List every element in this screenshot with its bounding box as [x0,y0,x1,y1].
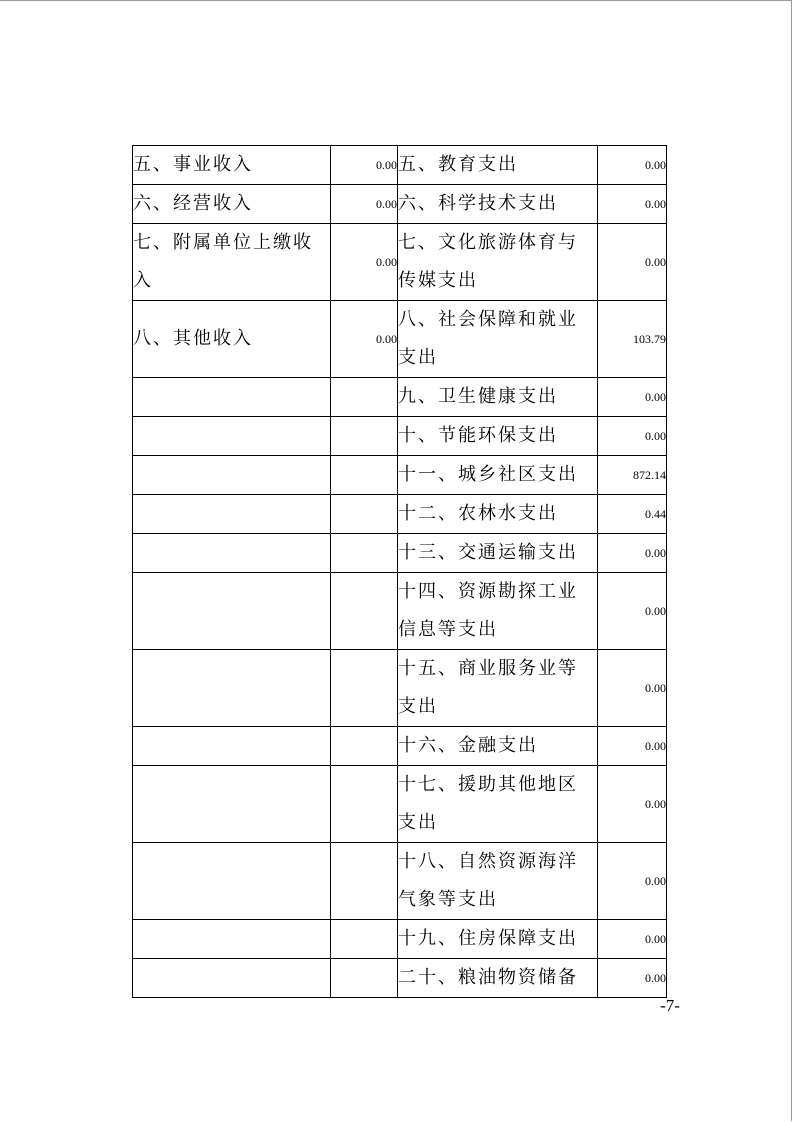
income-amount-cell [331,959,398,998]
income-item-cell [133,959,331,998]
expense-item-cell: 六、科学技术支出 [398,185,598,224]
expense-amount-cell: 0.44 [598,495,667,534]
income-amount-cell [331,417,398,456]
expense-item-cell: 七、文化旅游体育与传媒支出 [398,224,598,301]
income-amount-cell: 0.00 [331,224,398,301]
income-item-cell [133,534,331,573]
table-row [133,573,667,650]
table-row [133,843,667,920]
income-item-cell: 五、事业收入 [133,146,331,185]
income-amount-cell [331,573,398,650]
income-amount-cell [331,766,398,843]
income-item-cell: 六、经营收入 [133,185,331,224]
income-amount-cell [331,727,398,766]
expense-amount-cell: 0.00 [598,920,667,959]
income-amount-cell: 0.00 [331,301,398,378]
table-row [133,378,667,417]
income-item-cell: 七、附属单位上缴收入 [133,224,331,301]
expense-amount-cell: 0.00 [598,843,667,920]
income-amount-cell: 0.00 [331,185,398,224]
page-number: -7- [660,996,680,1015]
expense-amount-cell: 0.00 [598,146,667,185]
income-item-cell [133,766,331,843]
expense-item-cell: 十八、自然资源海洋气象等支出 [398,843,598,920]
expense-amount-cell: 0.00 [598,185,667,224]
expense-amount-cell: 0.00 [598,727,667,766]
expense-amount-cell: 0.00 [598,573,667,650]
expense-amount-cell: 0.00 [598,378,667,417]
expense-item-cell: 十四、资源勘探工业信息等支出 [398,573,598,650]
expense-item-cell: 二十、粮油物资储备 [398,959,598,998]
income-item-cell [133,456,331,495]
income-amount-cell [331,495,398,534]
income-item-cell [133,573,331,650]
expense-item-cell: 八、社会保障和就业支出 [398,301,598,378]
expense-amount-cell: 872.14 [598,456,667,495]
income-amount-cell [331,843,398,920]
income-amount-cell [331,650,398,727]
expense-amount-cell: 0.00 [598,959,667,998]
table-row [133,417,667,456]
expense-item-cell: 十五、商业服务业等支出 [398,650,598,727]
expense-amount-cell: 0.00 [598,766,667,843]
table-row [133,456,667,495]
expense-amount-cell: 103.79 [598,301,667,378]
income-amount-cell: 0.00 [331,146,398,185]
income-item-cell [133,495,331,534]
income-item-cell [133,650,331,727]
budget-table [132,145,667,998]
income-item-cell [133,378,331,417]
table-row [133,146,667,185]
expense-item-cell: 十九、住房保障支出 [398,920,598,959]
income-amount-cell [331,456,398,495]
income-item-cell [133,920,331,959]
table-row [133,495,667,534]
table-row [133,534,667,573]
expense-amount-cell: 0.00 [598,534,667,573]
expense-item-cell: 十三、交通运输支出 [398,534,598,573]
table-row [133,301,667,378]
table-row [133,224,667,301]
expense-amount-cell: 0.00 [598,417,667,456]
table-row [133,920,667,959]
table-row [133,959,667,998]
expense-item-cell: 十六、金融支出 [398,727,598,766]
table-row [133,650,667,727]
expense-item-cell: 五、教育支出 [398,146,598,185]
table-row [133,766,667,843]
expense-item-cell: 十七、援助其他地区支出 [398,766,598,843]
income-amount-cell [331,378,398,417]
income-amount-cell [331,534,398,573]
table-row [133,727,667,766]
expense-item-cell: 十一、城乡社区支出 [398,456,598,495]
expense-item-cell: 十二、农林水支出 [398,495,598,534]
income-item-cell: 八、其他收入 [133,301,331,378]
expense-amount-cell: 0.00 [598,650,667,727]
expense-item-cell: 十、节能环保支出 [398,417,598,456]
table-row [133,185,667,224]
expense-item-cell: 九、卫生健康支出 [398,378,598,417]
income-amount-cell [331,920,398,959]
income-item-cell [133,727,331,766]
expense-amount-cell: 0.00 [598,224,667,301]
income-item-cell [133,843,331,920]
income-item-cell [133,417,331,456]
